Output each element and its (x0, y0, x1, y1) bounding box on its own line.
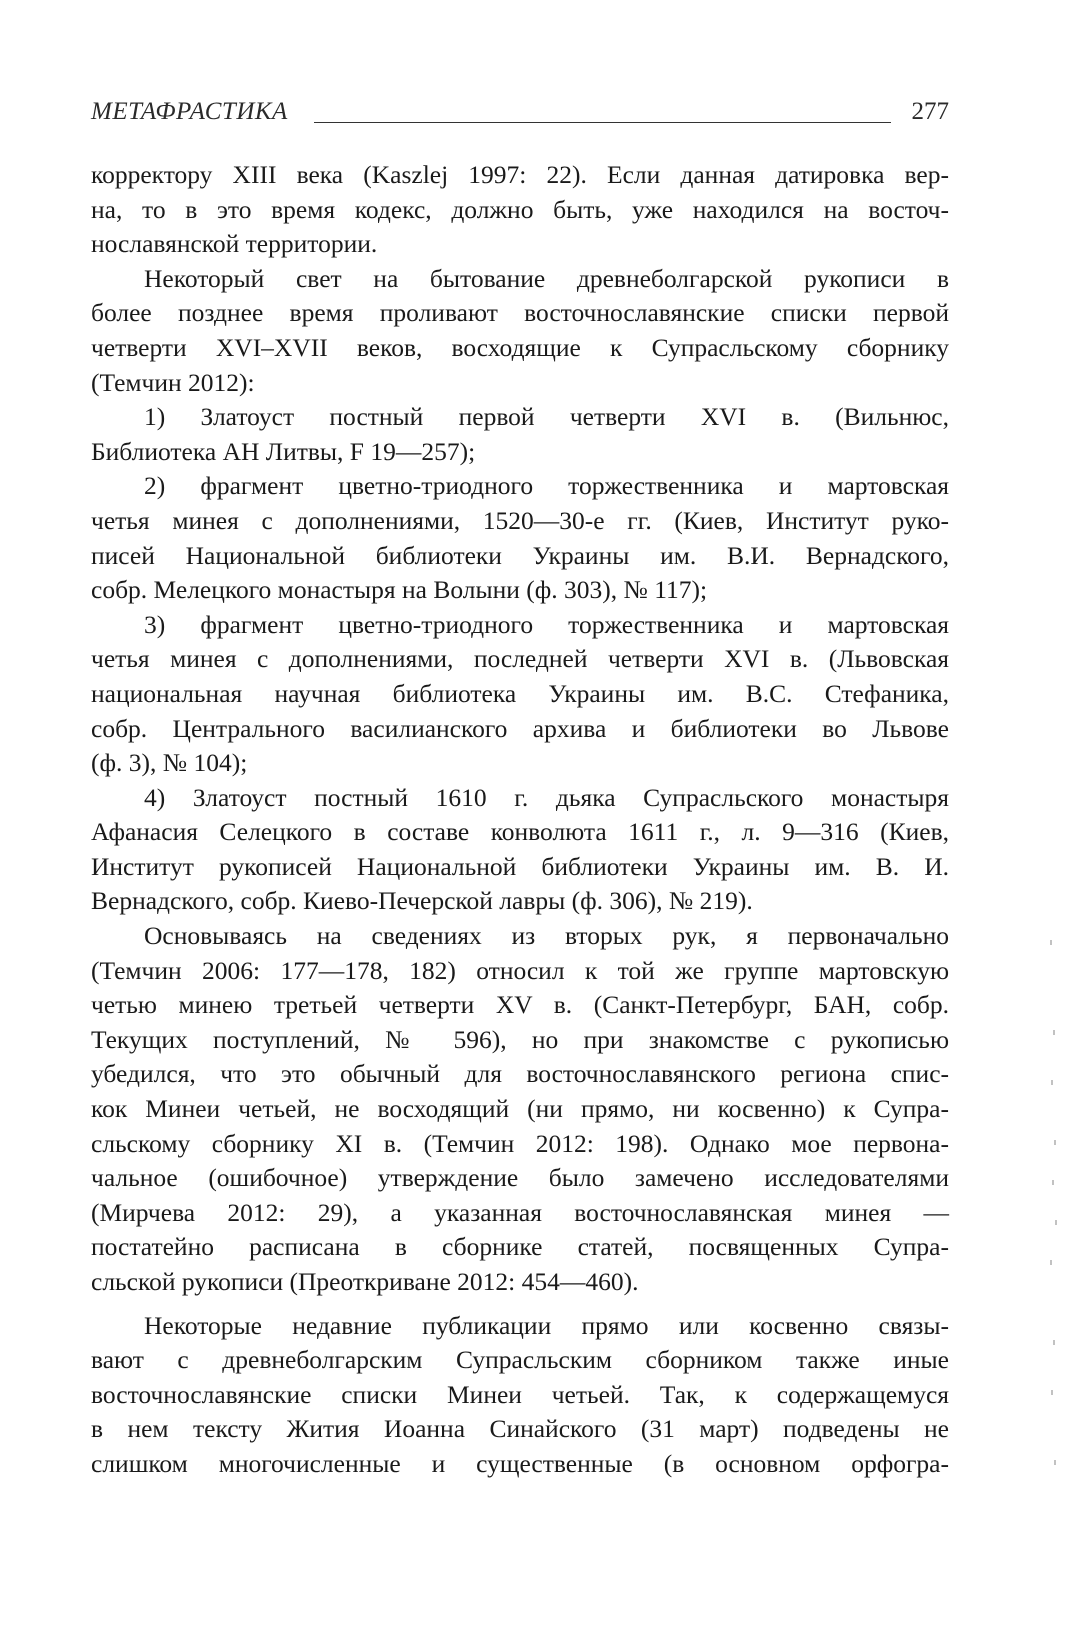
text-line: вают с древнеболгарским Супрасльским сборником также иные (91, 1345, 949, 1375)
text-line: Институт рукописей Национальной библиотеки Украины им. В. И. (91, 851, 949, 881)
text-line: (Темчин 2006: 177—178, 182) относил к той же группе мартовскую (91, 955, 949, 985)
text-line: (Темчин 2012): (91, 367, 255, 397)
text-line: сльскому сборнику XI в. (Темчин 2012: 198). Однако мое первона- (91, 1128, 949, 1158)
scan-margin-specks (1048, 920, 1062, 1480)
text-line: четверти XVI–XVII веков, восходящие к Супрасльскому сборнику (91, 332, 949, 362)
text-line: нославянской территории. (91, 229, 378, 259)
text-line: восточнославянские списки Минеи четьей. Так, к содержащемуся (91, 1379, 949, 1409)
text-line: кок Минеи четьей, не восходящий (ни прямо, ни косвенно) к Супра- (91, 1094, 949, 1124)
text-line: четью минею третьей четверти XV в. (Санкт-Петербург, БАН, собр. (91, 990, 949, 1020)
text-line: четья минея с дополнениями, последней четверти XVI в. (Львовская (91, 644, 949, 674)
text-line: Библиотека АН Литвы, F 19—257); (91, 436, 476, 466)
page-number: 277 (911, 98, 949, 125)
text-line: писей Национальной библиотеки Украины им. В.И. Вернадского, (91, 540, 949, 570)
text-line: в нем тексту Жития Иоанна Синайского (31 март) подведены не (91, 1414, 949, 1444)
text-line: 4) Златоуст постный 1610 г. дьяка Супрасльского монастыря (144, 782, 949, 812)
text-line: (Мирчева 2012: 29), а указанная восточнославянская минея — (91, 1197, 949, 1227)
text-line: 2) фрагмент цветно-триодного торжественника и мартовская (144, 471, 949, 501)
running-head-rule (314, 122, 891, 123)
text-line: 1) Златоуст постный первой четверти XVI в. (Вильнюс, (144, 402, 949, 432)
text-line: сльской рукописи (Преоткриване 2012: 454—460). (91, 1267, 639, 1296)
text-line: постатейно расписана в сборнике статей, посвященных Супра- (91, 1232, 949, 1262)
text-line: убедился, что это обычный для восточнославянского региона спис- (91, 1059, 949, 1089)
text-line: более позднее время проливают восточнославянские списки первой (91, 298, 949, 328)
text-line: Текущих поступлений, № 596), но при знакомстве с рукописью (91, 1024, 949, 1054)
text-line: собр. Мелецкого монастыря на Волыни (ф. 303), № 117); (91, 575, 708, 605)
text-line: на, то в это время кодекс, должно быть, уже находился на восточ- (91, 194, 949, 224)
text-line: Некоторые недавние публикации прямо или косвенно связы- (144, 1310, 949, 1340)
running-head-title: МЕТАФРАСТИКА (91, 98, 288, 125)
text-line: чальное (ошибочное) утверждение было замечено исследователями (91, 1163, 949, 1193)
text-line: 3) фрагмент цветно-триодного торжественника и мартовская (144, 609, 949, 639)
text-line: корректору XIII века (Kaszlej 1997: 22). Если данная датировка вер- (91, 160, 949, 189)
text-line: Основываясь на сведениях из вторых рук, я первоначально (144, 921, 949, 951)
text-line: Некоторый свет на бытование древнеболгарской рукописи в (144, 263, 949, 293)
text-line: Афанасия Селецкого в составе конволюта 1611 г., л. 9—316 (Киев, (91, 817, 949, 847)
body-text (91, 158, 949, 1482)
text-line: национальная научная библиотека Украины им. В.С. Стефаника, (91, 678, 949, 708)
text-line: (ф. 3), № 104); (91, 748, 248, 778)
text-line: четья минея с дополнениями, 1520—30-е гг. (Киев, Институт руко- (91, 505, 949, 535)
text-line: Вернадского, собр. Киево-Печерской лавры (ф. 306), № 219). (91, 886, 753, 916)
text-line: слишком многочисленные и существенные (в основном орфогра- (91, 1448, 949, 1478)
running-head (91, 92, 949, 132)
text-line: собр. Центрального василианского архива и библиотеки во Львове (91, 713, 949, 743)
